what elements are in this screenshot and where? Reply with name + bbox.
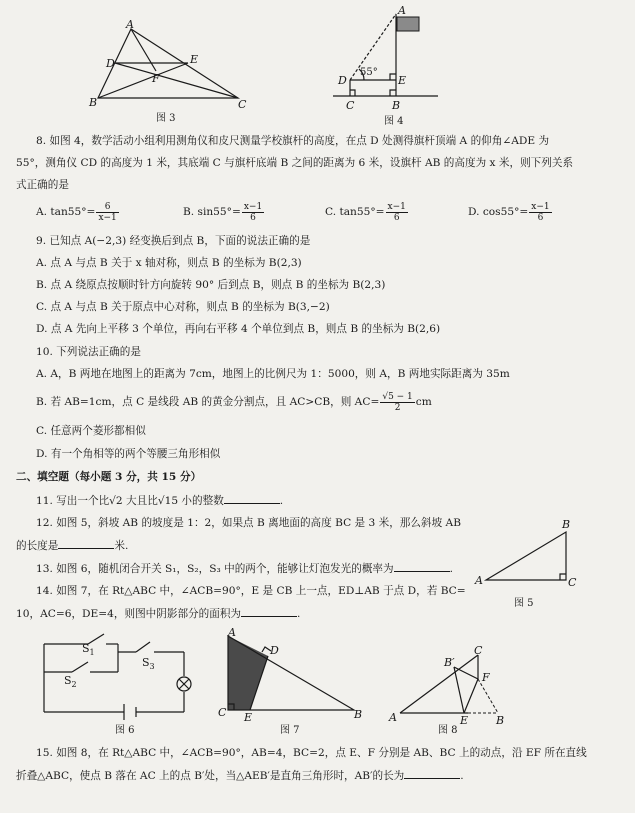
q11-period: . (279, 495, 284, 507)
fig3-label-b: B (89, 96, 98, 109)
q10-stem: 10. 下列说法正确的是 (36, 346, 141, 358)
q8-option-c[interactable] (325, 201, 409, 223)
fig7-label-c: C (218, 706, 227, 719)
fig8-label-a: A (389, 711, 397, 724)
fig3-label-e: E (190, 53, 199, 66)
figure-7 (216, 628, 366, 722)
q9-stem: 9. 已知点 A(−2,3) 经变换后到点 B，下面的说法正确的是 (36, 235, 311, 247)
q9-option-b[interactable]: B. 点 A 绕原点按顺时针方向旋转 90° 后到点 B，则点 B 的坐标为 B(2,3) (36, 279, 386, 291)
q8-option-b-num: x−1 (243, 201, 263, 212)
q10-option-d[interactable]: D. 有一个角相等的两个等腰三角形相似 (36, 448, 221, 460)
q9-option-d[interactable]: D. 点 A 先向上平移 3 个单位，再向右平移 4 个单位到点 B，则点 B 的坐标为 B(2,6) (36, 323, 441, 335)
q12-line2 (16, 538, 128, 553)
q13-period: . (449, 563, 453, 575)
q8-line3: 式正确的是 (16, 179, 69, 191)
fig4-label-a: A (398, 4, 406, 17)
fig3-label-f: F (152, 72, 160, 85)
q14-line2 (16, 606, 300, 621)
fig6-label-s3: $S_3$ (142, 656, 155, 671)
q15-period: . (460, 770, 464, 782)
q8-option-c-den: 6 (393, 212, 400, 223)
q15-line2 (16, 768, 464, 783)
q8-option-a-num: 6 (96, 202, 118, 213)
q11-answer-blank[interactable] (224, 493, 280, 504)
q8-option-c-num: x−1 (387, 201, 406, 212)
q12-text: 的长度是 (16, 540, 59, 552)
fig6-caption: 图 6 (115, 725, 135, 736)
fig8-label-bp: B′ (444, 656, 455, 669)
q8-option-b[interactable] (183, 201, 265, 223)
figure-3 (88, 16, 248, 116)
fig4-label-c: C (346, 99, 355, 112)
q10-option-b-den: 2 (394, 402, 401, 413)
q14-period: . (297, 608, 301, 620)
fig4-label-b: B (392, 99, 401, 112)
fig6-label-s1: $S_1$ (82, 642, 95, 657)
q14-text: 10，AC=6，DE=4，则图中阴影部分的面积为 (16, 608, 242, 620)
q10-option-c[interactable]: C. 任意两个菱形都相似 (36, 425, 146, 437)
q13 (36, 561, 453, 576)
q12-unit: 米. (114, 540, 129, 552)
q15-answer-blank[interactable] (404, 768, 460, 779)
q14-line1: 14. 如图 7，在 Rt△ABC 中，∠ACB=90°，E 是 CB 上一点，ED⊥AB 于点 D，若 BC= (36, 585, 466, 597)
q12-line1: 12. 如图 5，斜坡 AB 的坡度是 1：2，如果点 B 离地面的高度 BC 是 3 米，那么斜坡 AB (36, 517, 461, 529)
fig8-label-f: F (482, 671, 490, 684)
figure-5 (474, 518, 594, 602)
fig3-label-d: D (106, 57, 115, 70)
q8-option-a[interactable] (36, 201, 120, 223)
fig7-label-b: B (354, 708, 363, 721)
fig4-label-d: D (338, 74, 347, 87)
q15-text: 折叠△ABC，使点 B 落在 AC 上的点 B′处，当△AEB′是直角三角形时，AB′的长为 (16, 770, 405, 782)
fig4-label-e: E (398, 74, 407, 87)
q13-answer-blank[interactable] (394, 561, 450, 572)
q10-option-b[interactable] (36, 390, 432, 414)
q9-option-a[interactable]: A. 点 A 与点 B 关于 x 轴对称，则点 B 的坐标为 B(2,3) (36, 257, 302, 269)
q8-option-b-text: B. sin55°= (183, 206, 241, 218)
q8-option-a-text: A. tan55°= (36, 206, 96, 218)
q15-line1: 15. 如图 8，在 Rt△ABC 中，∠ACB=90°，AB=4，BC=2，点 E、F 分别是 AB、BC 上的动点，沿 EF 所在直线 (36, 747, 587, 759)
figure-6 (36, 632, 206, 724)
q10-option-b-text: B. 若 AB=1cm，点 C 是线段 AB 的黄金分割点，且 AC>CB，则 AC= (36, 396, 380, 408)
q8-option-d-den: 6 (537, 212, 544, 223)
fig5-label-c: C (568, 576, 577, 589)
q10-option-b-unit: cm (415, 396, 432, 408)
fig4-angle: 55° (360, 67, 378, 78)
fig7-label-a: A (228, 628, 236, 639)
fig4-caption: 图 4 (384, 116, 404, 127)
fig7-label-d: D (270, 644, 279, 657)
q8-option-b-den: 6 (250, 212, 256, 223)
q8-option-c-text: C. tan55°= (325, 206, 385, 218)
fig3-label-c: C (238, 98, 247, 111)
q13-text: 13. 如图 6，随机闭合开关 S₁，S₂，S₃ 中的两个，能够让灯泡发光的概率为 (36, 563, 394, 575)
flag-icon (397, 17, 419, 31)
fig3-caption: 图 3 (156, 113, 176, 124)
fig8-label-b: B (496, 714, 505, 725)
q9-option-c[interactable]: C. 点 A 与点 B 关于原点中心对称，则点 B 的坐标为 B(3,−2) (36, 301, 330, 313)
fig6-label-s2: $S_2$ (64, 674, 77, 689)
q10-option-b-num: √5 − 1 (382, 391, 413, 402)
figure-8 (388, 645, 523, 725)
q8-option-d-text: D. cos55°= (468, 206, 529, 218)
section-heading: 二、填空题（每小题 3 分，共 15 分） (16, 471, 202, 483)
fig8-label-e: E (460, 714, 469, 725)
fig5-caption: 图 5 (514, 598, 534, 609)
fig7-label-e: E (244, 711, 253, 722)
q8-option-d[interactable] (468, 201, 553, 223)
q14-answer-blank[interactable] (241, 606, 297, 617)
q11-text: 11. 写出一个比√2 大且比√15 小的整数 (36, 495, 224, 507)
q8-option-a-den: x−1 (98, 212, 117, 223)
fig5-label-b: B (562, 518, 571, 531)
q11 (36, 493, 283, 508)
fig8-caption: 图 8 (438, 725, 458, 736)
q8-line1: 8. 如图 4，数学活动小组利用测角仪和皮尺测量学校旗杆的高度，在点 D 处测得旗杆顶端 A 的仰角∠ADE 为 (36, 135, 550, 147)
fig7-caption: 图 7 (280, 725, 300, 736)
fig3-label-a: A (126, 18, 134, 31)
q8-line2: 55°，测角仪 CD 的高度为 1 米，其底端 C 与旗杆底端 B 之间的距离为 6 米，设旗杆 AB 的高度为 x 米，则下列关系 (16, 157, 574, 169)
q10-option-a[interactable]: A. A，B 两地在地图上的距离为 7cm，地图上的比例尺为 1：5000，则 A，B 两地实际距离为 35m (36, 368, 510, 380)
fig8-label-c: C (474, 645, 483, 657)
q12-answer-blank[interactable] (58, 538, 114, 549)
figure-4 (318, 4, 448, 116)
fig5-label-a: A (475, 574, 483, 587)
q8-option-d-num: x−1 (531, 201, 550, 212)
